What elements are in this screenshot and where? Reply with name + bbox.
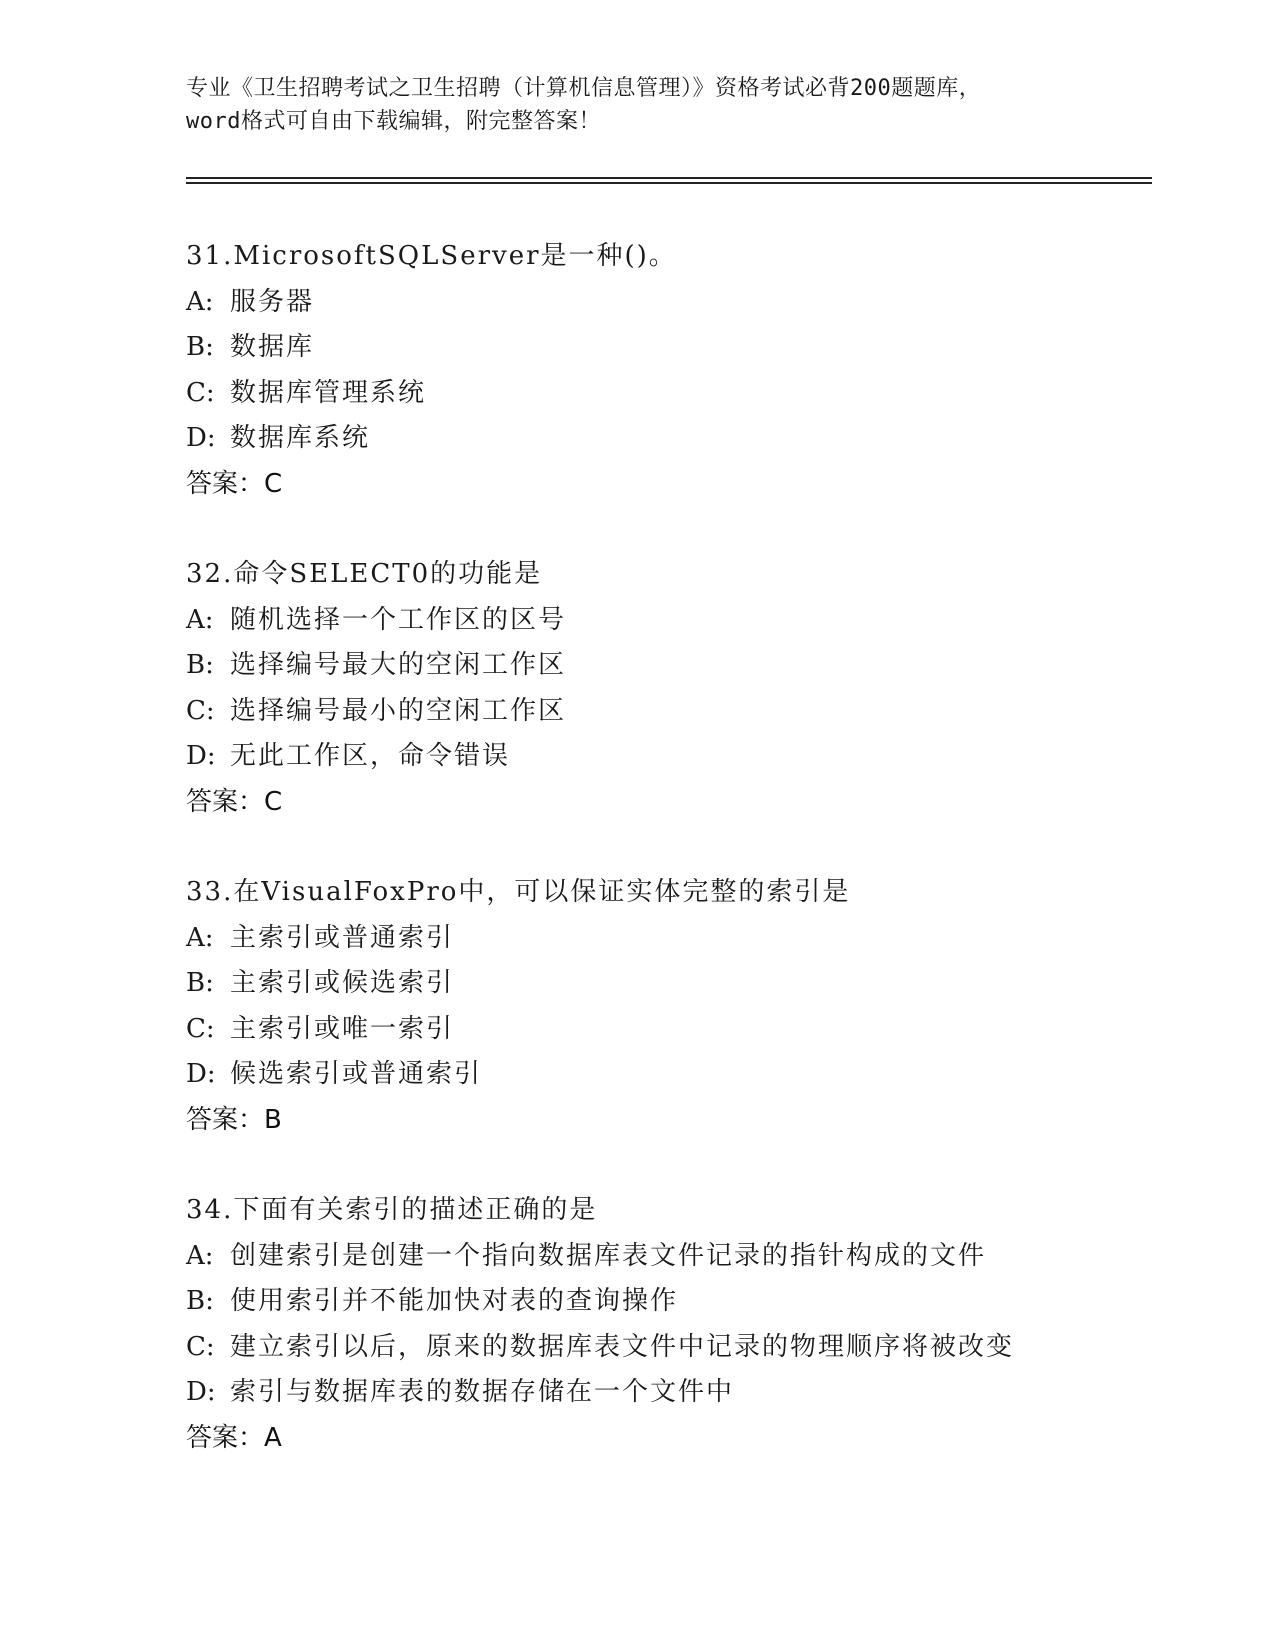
option-label: D: [186, 741, 216, 771]
answer-value: A [264, 1422, 282, 1453]
option-c [186, 1007, 1152, 1053]
option-text: 选择编号最小的空闲工作区 [230, 695, 567, 726]
question-31 [186, 234, 1152, 507]
answer-line [186, 780, 1152, 826]
option-label: A: [186, 286, 214, 317]
option-b [186, 1279, 1152, 1325]
header-divider-bottom [186, 182, 1152, 184]
answer-label: 答案： [186, 468, 265, 499]
answer-line [186, 1098, 1152, 1144]
answer-value: B [264, 1104, 282, 1135]
option-d [186, 734, 1152, 780]
option-a [186, 916, 1152, 962]
option-a [186, 598, 1152, 644]
option-text: 服务器 [230, 286, 315, 317]
answer-line [186, 462, 1152, 508]
answer-label: 答案： [186, 1104, 265, 1135]
option-a [186, 1234, 1152, 1280]
option-label: B: [186, 1286, 214, 1316]
option-label: C: [186, 1013, 215, 1044]
option-text: 数据库系统 [230, 423, 371, 453]
header-divider-top [186, 177, 1152, 179]
option-text: 数据库 [230, 332, 315, 362]
question-title: 31.MicrosoftSQLServer是一种()。 [186, 241, 677, 271]
option-c [186, 371, 1152, 417]
option-text: 主索引或普通索引 [230, 922, 455, 953]
option-text: 主索引或候选索引 [230, 968, 455, 998]
header-line-2: word格式可自由下载编辑，附完整答案！ [186, 109, 601, 134]
option-d [186, 1370, 1152, 1416]
option-d [186, 416, 1152, 462]
answer-value: C [264, 786, 283, 817]
question-33 [186, 870, 1152, 1143]
option-label: B: [186, 332, 214, 362]
option-text: 数据库管理系统 [230, 377, 427, 408]
question-title: 32.命令SELECT0的功能是 [186, 559, 543, 589]
option-label: A: [186, 922, 214, 953]
option-a [186, 280, 1152, 326]
option-label: C: [186, 377, 215, 408]
option-text: 使用索引并不能加快对表的查询操作 [230, 1286, 679, 1316]
option-label: C: [186, 695, 215, 726]
question-title: 33.在VisualFoxPro中，可以保证实体完整的索引是 [186, 877, 851, 907]
question-list [186, 234, 1152, 1506]
option-text: 随机选择一个工作区的区号 [230, 604, 567, 635]
answer-line [186, 1416, 1152, 1462]
option-label: D: [186, 1059, 216, 1089]
answer-value: C [264, 468, 283, 499]
option-d [186, 1052, 1152, 1098]
answer-label: 答案： [186, 786, 265, 817]
option-label: D: [186, 1377, 216, 1407]
option-text: 主索引或唯一索引 [230, 1013, 455, 1044]
option-c [186, 689, 1152, 735]
question-32 [186, 552, 1152, 825]
option-label: D: [186, 423, 216, 453]
header-line-1: 专业《卫生招聘考试之卫生招聘（计算机信息管理）》资格考试必背200题题库， [186, 76, 982, 101]
option-label: B: [186, 968, 214, 998]
option-text: 建立索引以后，原来的数据库表文件中记录的物理顺序将被改变 [230, 1331, 1015, 1362]
question-title: 34.下面有关索引的描述正确的是 [186, 1195, 598, 1225]
option-text: 选择编号最大的空闲工作区 [230, 650, 567, 680]
option-text: 创建索引是创建一个指向数据库表文件记录的指针构成的文件 [230, 1240, 987, 1271]
question-34 [186, 1188, 1152, 1461]
option-c [186, 1325, 1152, 1371]
option-label: C: [186, 1331, 215, 1362]
option-text: 无此工作区，命令错误 [230, 741, 511, 771]
option-text: 索引与数据库表的数据存储在一个文件中 [230, 1377, 735, 1407]
option-text: 候选索引或普通索引 [230, 1059, 483, 1089]
option-b [186, 961, 1152, 1007]
option-b [186, 325, 1152, 371]
option-label: B: [186, 650, 214, 680]
option-b [186, 643, 1152, 689]
document-header [186, 72, 1086, 138]
option-label: A: [186, 1240, 214, 1271]
answer-label: 答案： [186, 1422, 265, 1453]
option-label: A: [186, 604, 214, 635]
